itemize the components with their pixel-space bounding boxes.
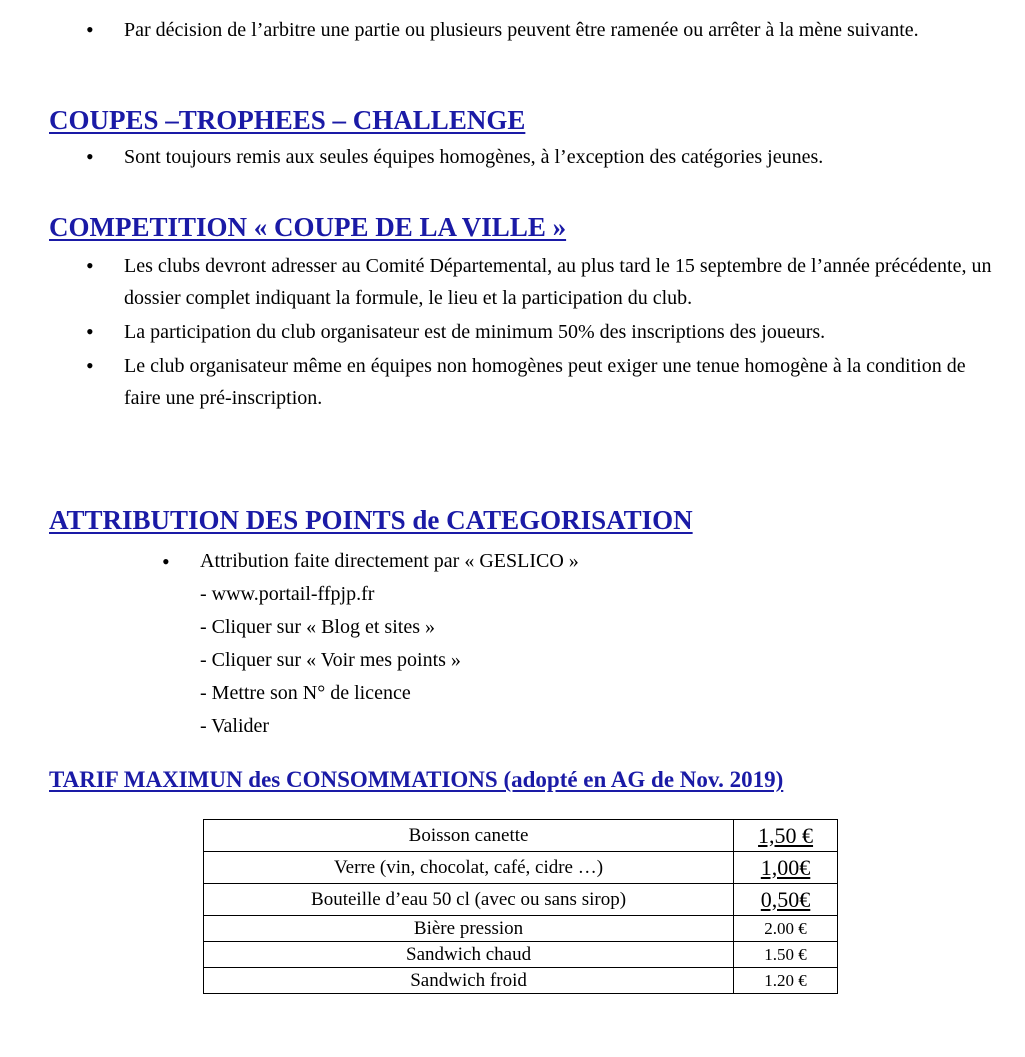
section-title-coupes: COUPES –TROPHEES – CHALLENGE	[49, 105, 526, 135]
tarif-price: 1.20 €	[734, 968, 838, 994]
section-title-competition: COMPETITION « COUPE DE LA VILLE »	[49, 212, 567, 242]
table-row	[204, 968, 838, 994]
tarif-item: Sandwich chaud	[204, 942, 734, 968]
attribution-step-site: - www.portail-ffpjp.fr	[200, 583, 375, 605]
coupes-list	[0, 142, 1025, 172]
coupes-bullet: • Sont toujours remis aux seules équipes homogènes, à l’exception des catégories jeunes.	[0, 142, 1025, 172]
tarif-item: Bière pression	[204, 916, 734, 942]
competition-bullet-2: • La participation du club organisateur est de minimum 50% des inscriptions des joueurs.	[0, 316, 1025, 348]
attribution-step-points: - Cliquer sur « Voir mes points »	[200, 649, 461, 671]
intro-list	[0, 14, 1025, 46]
table-row	[204, 916, 838, 942]
intro-bullet: • Par décision de l’arbitre une partie ou plusieurs peuvent être ramenée ou arrêter à la mène suivante.	[0, 14, 1025, 46]
tarif-price: 2.00 €	[734, 916, 838, 942]
table-row	[204, 884, 838, 916]
tarif-price: 1,50 €	[734, 820, 838, 852]
attribution-step-blog: - Cliquer sur « Blog et sites »	[200, 616, 435, 638]
tarif-table	[203, 819, 838, 994]
competition-list	[0, 250, 1025, 414]
table-row	[204, 942, 838, 968]
tarif-item: Bouteille d’eau 50 cl (avec ou sans sirop)	[204, 884, 734, 916]
table-row	[204, 852, 838, 884]
tarif-price: 1,00€	[734, 852, 838, 884]
section-title-tarif: TARIF MAXIMUN des CONSOMMATIONS (adopté en AG de Nov. 2019)	[49, 767, 784, 792]
attribution-bullet: • Attribution faite directement par « GESLICO »	[200, 545, 1025, 578]
competition-bullet-3: • Le club organisateur même en équipes non homogènes peut exiger une tenue homogène à la condition de faire une pré-inscription.	[0, 350, 1025, 414]
attribution-step-valider: - Valider	[200, 715, 270, 737]
tarif-item: Verre (vin, chocolat, café, cidre …)	[204, 852, 734, 884]
competition-bullet-1: • Les clubs devront adresser au Comité Départemental, au plus tard le 15 septembre de l’année précédente, un dossier complet indiquant la formule, le lieu et la participation du club.	[0, 250, 1025, 314]
section-title-attribution: ATTRIBUTION DES POINTS de CATEGORISATION	[49, 505, 693, 535]
tarif-item: Boisson canette	[204, 820, 734, 852]
tarif-item: Sandwich froid	[204, 968, 734, 994]
tarif-price: 0,50€	[734, 884, 838, 916]
attribution-block	[0, 545, 1025, 743]
tarif-price: 1.50 €	[734, 942, 838, 968]
table-row	[204, 820, 838, 852]
attribution-step-licence: - Mettre son N° de licence	[200, 682, 411, 704]
